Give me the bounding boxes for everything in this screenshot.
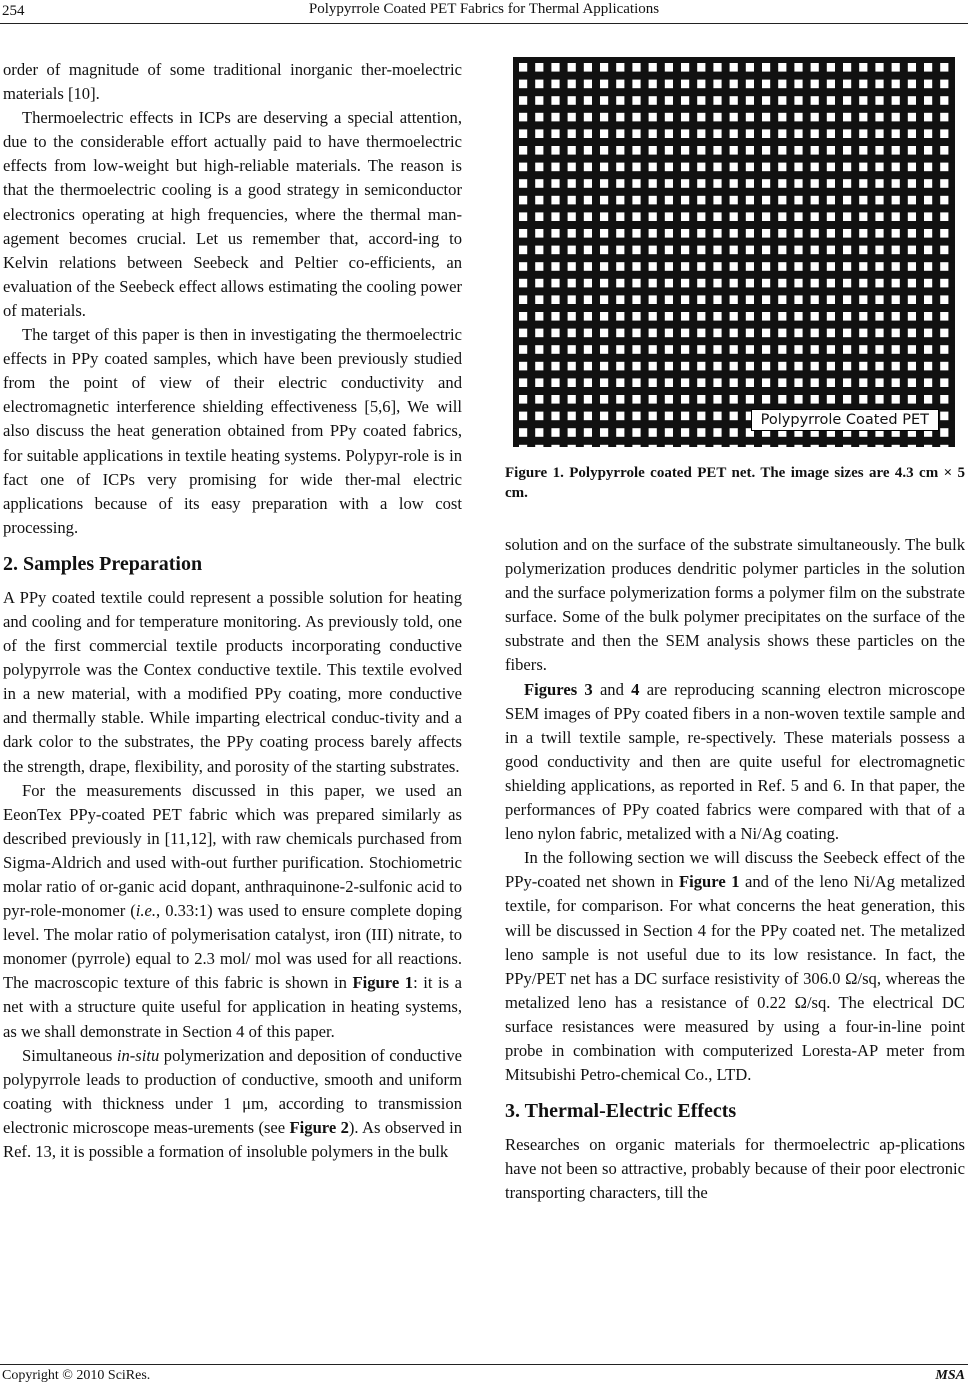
paragraph — [505, 678, 965, 847]
net-strand-horizontal — [513, 105, 955, 113]
paragraph — [505, 846, 965, 1087]
net-strand-horizontal — [513, 354, 955, 362]
text-run: polymerization and deposition of conductive polypyrrole leads to production of conductive, smooth and uniform coating with thickness under 1 μm, according to transmission electronic microscope meas-urements (see — [3, 1045, 462, 1137]
figure-reference: 4 — [631, 679, 640, 699]
journal-abbreviation: MSA — [935, 1368, 965, 1383]
paragraph: A PPy coated textile could represent a possible solution for heating and cooling and for temperature monitoring. As previously told, one of the first commercial textile products incorporating conductive polypyrrole was the Contex conductive textile. This textile evolved in a new material, with a modified PPy coating, more conductive and thermally stable. While imparting electrical conduc-tivity and a dark color to the substrates, the PPy coating process barely affects the strength, drape, flexibility, and porosity of the starting substrates. — [3, 587, 462, 776]
text-run: and — [592, 679, 632, 699]
text-run: For the measurements discussed in this paper, we used an EeonTex PPy-coated PET fabric which was prepared similarly as described previously in [11,12], with raw chemicals purchased from Sigma-Aldrich and used with-out further purification. Stochiometric molar ratio of or-ganic acid dopant, anthraquinone-2-sulfonic acid to pyr-role-monomer ( — [3, 780, 462, 921]
section-heading: 3. Thermal-Electric Effects — [505, 1100, 737, 1123]
text-run: ). As observed in Ref. 13, it is possible a formation of insoluble polymers in the bulk — [3, 1117, 463, 1162]
text-run: and of the leno Ni/Ag metalized textile, for comparison. For what concerns the heat generation, this will be discussed in Section 4 for the PPy coated net. The metalized leno sample is not useful due to its low resistance. In fact, the PPy/PET net has a DC surface resistivity of 306.0 Ω/sq, whereas the metalized leno has a resistance of 0.22 Ω/sq. The electrical DC surface resistances were measured by using a four-in-line point probe in combination with computerized Loresta-AP meter from Mitsubishi Petro-chemical Co., LTD. — [505, 872, 965, 1085]
figure-reference: Figures 3 — [524, 679, 593, 699]
left-column — [3, 58, 462, 1164]
text-run-italic: in-situ — [116, 1045, 160, 1065]
net-strand-horizontal — [513, 72, 955, 80]
page-header — [0, 0, 968, 24]
page-footer — [0, 1364, 968, 1386]
net-strand-horizontal — [513, 387, 955, 395]
figure-reference: Figure 1 — [352, 973, 414, 993]
text-run: , 0.33:1) was used to ensure complete doping level. The molar ratio of polymerisation catalyst, iron (III) nitrate, to monomer (pyrrole) equal to 2.3 mol/ mol was used for all reactions. The macroscopic texture of this fabric is shown in — [3, 901, 462, 993]
text-run-italic: i.e. — [135, 901, 157, 921]
section-heading: 2. Samples Preparation — [3, 552, 203, 575]
net-strand-horizontal — [513, 287, 955, 295]
paragraph: order of magnitude of some traditional inorganic ther-moelectric materials [10]. — [3, 60, 462, 104]
net-strand-horizontal — [513, 370, 955, 378]
net-strand-horizontal — [513, 121, 955, 129]
net-strand-horizontal — [513, 138, 955, 146]
net-strand-horizontal — [513, 204, 955, 212]
paragraph — [3, 1044, 462, 1164]
net-strand-horizontal — [513, 304, 955, 312]
net-mesh-image — [513, 57, 955, 447]
net-strand-horizontal — [513, 254, 955, 262]
text-run: : it is a net with a structure quite useful for application in heating systems, as we shall demonstrate in Section 4 of this paper. — [3, 973, 462, 1041]
right-column — [505, 533, 965, 1205]
text-run: Simultaneous — [22, 1045, 117, 1065]
figure-1-image — [513, 57, 955, 447]
figure-caption: Figure 1. Polypyrrole coated PET net. The image sizes are 4.3 cm × 5 cm. — [505, 465, 965, 501]
paragraph: The target of this paper is then in investigating the thermoelectric effects in PPy coated samples, which have been previously studied from the point of view of their electric conductivity and electromagnetic interference shielding effectiveness [5,6], We will also discuss the heat generation obtained from PPy coated fabrics, for suitable applications in textile heating systems. Polypyr-role is in fact one of ICPs very promising for wide ther-mal electric applications because of its easy preparation with a low cost processing. — [3, 325, 462, 537]
net-strand-horizontal — [513, 321, 955, 329]
figure-reference: Figure 2 — [289, 1117, 349, 1137]
net-strand-horizontal — [513, 155, 955, 163]
copyright-notice: Copyright © 2010 SciRes. — [2, 1368, 151, 1383]
image-label: Polypyrrole Coated PET — [751, 409, 939, 431]
paragraph: Thermoelectric effects in ICPs are deserving a special attention, due to the considerable effort actually paid to have thermoelectric effects from low-weight but high-reliable materials. The reason is that the thermoelectric cooling is a good strategy in semiconductor electronics operating at high frequencies, where the thermal man-agement becomes crucial. Let us remember that, accord-ing to Kelvin relations between Seebeck and Peltier co-efficients, an evaluation of the Seebeck effect allows estimating the cooling power of materials. — [3, 108, 462, 320]
net-strand-horizontal — [513, 57, 955, 63]
footer-rule — [0, 1364, 968, 1365]
net-strand-horizontal — [513, 437, 955, 445]
net-strand-horizontal — [513, 238, 955, 246]
figure-reference: Figure 1 — [679, 872, 740, 892]
paragraph — [3, 779, 462, 1044]
page-number: 254 — [2, 3, 25, 19]
net-strand-horizontal — [513, 337, 955, 345]
net-strand-horizontal — [513, 221, 955, 229]
text-run: In the following section we will discuss the Seebeck effect of the PPy-coated net shown in — [505, 848, 965, 892]
net-strand-horizontal — [513, 171, 955, 179]
header-rule — [0, 23, 968, 24]
net-strand-horizontal — [513, 188, 955, 196]
paragraph: solution and on the surface of the substrate simultaneously. The bulk polymerization produces dendritic polymer particles in the solution and the surface polymerization forms a polymer film on the substrate surface. Some of the bulk polymer precipitates on the surface of the substrate and then the SEM analysis shows these particles on the fibers. — [505, 535, 965, 675]
paragraph: Researches on organic materials for thermoelectric ap-plications have not been so attractive, probably because of their poor electronic transporting characters, till the — [505, 1135, 965, 1203]
net-strand-horizontal — [513, 271, 955, 279]
running-title: Polypyrrole Coated PET Fabrics for Thermal Applications — [308, 1, 660, 17]
text-run: are reproducing scanning electron microscope SEM images of PPy coated fibers in a non-woven textile sample and in a twill textile sample, re-spectively. These materials possess a good conductivity and then are quite useful for electromagnetic shielding applications, as reported in Ref. 5 and 6. In that paper, the performances of PPy coated fabrics were compared with that of a leno nylon fabric, metalized with a Ni/Ag coating. — [505, 679, 965, 844]
net-strand-horizontal — [513, 88, 955, 96]
